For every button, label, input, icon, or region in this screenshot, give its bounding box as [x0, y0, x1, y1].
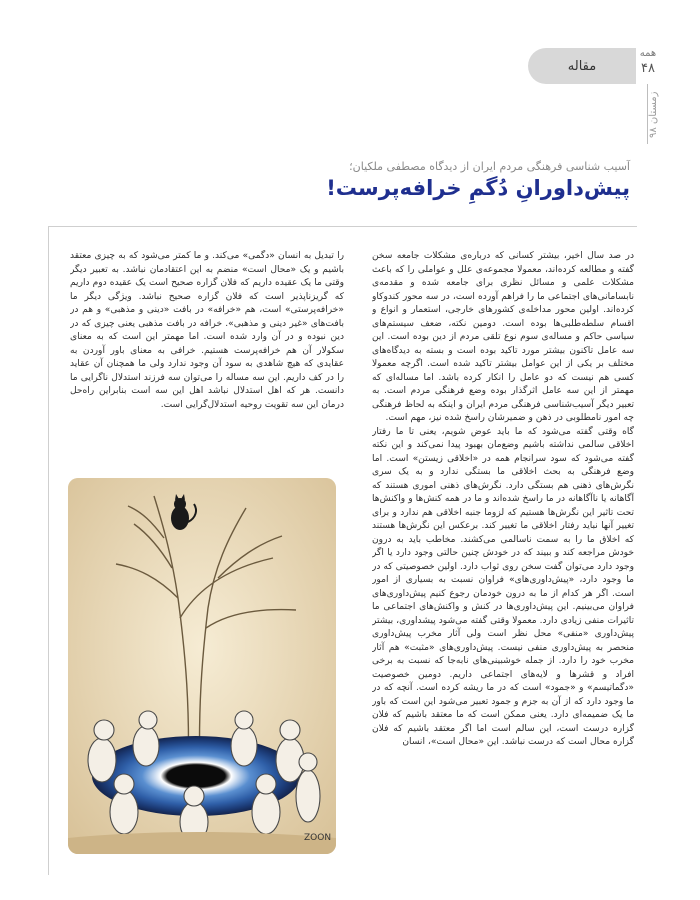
cartoon-signature: ZOON [304, 833, 332, 843]
cartoon-drawing [68, 478, 336, 854]
magazine-logo: همه [639, 48, 657, 59]
section-tab [528, 48, 636, 84]
issue-season: زمستان ۹۸ [648, 91, 659, 138]
article-kicker: آسیب شناسی فرهنگی مردم ایران از دیدگاه مصطفی ملکیان؛ [349, 160, 630, 173]
paragraph: را تبدیل به انسان «دگمی» می‌کند. و ما کمتر می‌شود که به چیزی معتقد باشیم و یک «محال است» منضم به این اعتقادمان نباشد. به تعبیر دیگر وقتی ما یک عقیده داریم که فلان گزاره صحیح است یک عقیده دوم داریم که گریزناپذیر است که فلان گزاره صحیح نباشد. ویژگی دیگر ما «خرافه‌پرستی» است، هم «خرافه» در بافت «دینی و مذهبی» و هم در بافت‌های «غیر دینی و مذهبی». خرافه در بافت مذهبی یعنی چیزی که در دین نبوده و در آن وارد شده است. اما مهمتر این است که به معنای سکولار آن هم خرافه‌پرست هستیم. خرافی به معنای باور آوردن به عقایدی که هیچ شاهدی به سود آن وجود ندارد ولی ما همچنان آن عقاید را در کف داریم. این سه مساله را می‌توان سه فرزند استدلال ناگرایی ما دانست. هر که اهل استدلال نباشد اهل این سه است بنابراین راه‌حل درمان این سه تقویت روحیه استدلال‌گرایی است. [70, 251, 344, 410]
page-number [636, 48, 660, 76]
article-title: پیش‌داورانِ دُگمِ خرافه‌پرست! [326, 176, 630, 200]
paragraph: در صد سال اخیر، بیشتر کسانی که درباره‌ی مشکلات جامعه سخن گفته و مطالعه کرده‌اند، معمولا مجموعه‌ی علل و عواملی را که باعث مشکلات علمی و مسائل نظری برای جامعه شده و مقدمه‌ی نابسامانی‌های اجتماعی ما را فراهم آورده است، در سه محور کندوکاو کرده‌اند. اولین محور مداخله‌ی کشورهای خارجی، استعمار و انواع و اقسام سلطه‌طلبی‌ها بوده است. دومین نکته، ضعف سیستم‌های سیاسی حاکم و مساله‌ی سوم نوع تلقی مردم از دین بوده است. این سه عامل تاکنون بیشتر مورد تاکید بوده است و بسته به دیدگاه‌های مختلف بر یکی از این عوامل بیشتر تاکید شده است. اگرچه معمولا کسی هم نیست که دو عامل را انکار کرده باشد. اما مساله‌ای که مهمتر از این سه عامل اثرگذار بوده وضع فرهنگی مردم است. به تعبیر دیگر آسیب‌شناسی فرهنگی مردم ایران و اینکه به لحاظ فرهنگی چه امور نامطلوبی در ذهن و ضمیرشان راسخ شده نیز، مهم است. [372, 251, 634, 423]
article-column-right [372, 250, 634, 866]
paragraph: گاه وقتی گفته می‌شود که ما باید عوض شویم، یعنی تا ما رفتار اخلاقی سالمی نداشته باشیم وضع‌مان بهبود پیدا نمی‌کند و این نکته گفته می‌شود که سود سرانجام همه در «اخلاقی زیستن» است. اما وضع فرهنگی به بحث اخلاقی ما بستگی ندارد و به یک سری نگرش‌های ذهنی هم بستگی دارد. نگرش‌های ذهنی اموری هستند که آگاهانه یا ناآگاهانه در ما راسخ شده‌اند و ما در همه کنش‌ها و واکنش‌ها تحت تاثیر این نگرش‌ها هستیم که لزوما جنبه اخلاقی هم ندارد و برای تغییر آنها نباید رفتار اخلاقی ما تغییر کند. برعکس این نگرش‌ها هستند که اخلاق ما را به سمت ناسالمی می‌کشند. مخاطب باید به درون خودش مراجعه کند و ببیند که در خودش چنین حالتی وجود دارد یا اگر وجود دارد می‌توان گفت سخن روی ثواب دارد. اولین خصوصیتی که در ما وجود دارد، «پیش‌داوری‌های» فراوان نسبت به بسیاری از امور است. اگر هر کدام از ما به درون خودمان رجوع کنیم پیش‌داوری‌های فراوان می‌بینیم. این پیش‌داوری‌ها در کنش و واکنش‌های اجتماعی ما تاثیرات منفی زیادی دارد. معمولا وقتی گفته می‌شود پیشداوری، بیشتر پیش‌داوری «منفی» محل نظر است ولی آثار مخرب پیش‌داوری منحصر به پیش‌داوری منفی نیست. پیش‌داوری‌های «مثبت» هم آثار مخرب خود را دارد. از جمله خوشبینی‌های نابه‌جا که نسبت به برخی افراد و قشرها و لایه‌های اجتماعی داریم. دومین خصوصیت «دگماتیسم» و «جمود» است که در ما ریشه کرده است. آنچه که در ما وجود دارد که از آن به جزم و جمود تعبیر می‌شود این است که باور ما یک ضمیمه‌ای دارد. یعنی ممکن است که ما معتقد باشیم که فلان گزاره درست است، این سالم است اما اگر معتقد باشیم که فلان گزاره محال است که درست نباشد. این «محال است»، انسان [372, 426, 634, 747]
cartoon-illustration [68, 478, 336, 854]
section-label: مقاله [567, 58, 597, 74]
article-column-left [70, 250, 344, 465]
page-number-value: ۴۸ [641, 61, 655, 76]
